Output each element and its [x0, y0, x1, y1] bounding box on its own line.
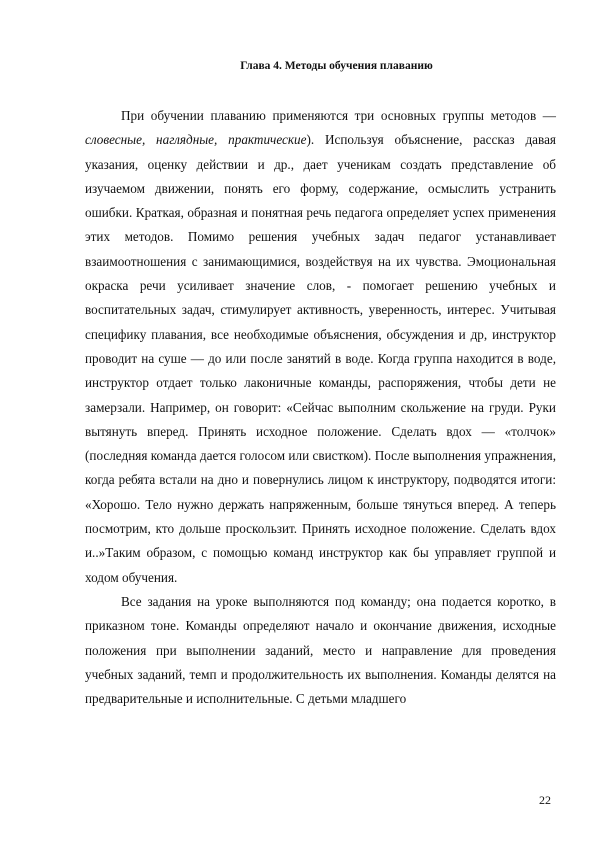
methods-italic-text: словесные, наглядные, практические: [85, 132, 307, 148]
paragraph-1: [85, 104, 556, 590]
paragraph-1-rest: ). Используя объяснение, рассказ давая указания, оценку действии и др., дает ученикам создать представление об изучаемом движении, понять его форму, содержание, осмыслить устранить ошибки. Краткая, образная и понятная речь педагога определяет успех применения этих методов. Помимо решения учебных задач педагог устанавливает взаимоотношения с занимающимися, воздействуя на их чувства. Эмоциональная окраска речи усиливает значение слов, - помогает решению учебных и воспитательных задач, стимулирует активность, уверенность, интерес. Учитывая специфику плавания, все необходимые объяснения, обсуждения и др, инструктор проводит на суше — до или после занятий в воде. Когда группа находится в воде, инструктор отдает только лаконичные команды, распоряжения, чтобы дети не замерзали. Например, он говорит: «Сейчас выполним скольжение на груди. Руки вытянуть вперед. Принять исходное положение. Сделать вдох — «толчок» (последняя команда дается голосом или свистком). После выполнения упражнения, когда ребята встали на дно и повернулись лицом к инструктору, подводятся итоги: «Хорошо. Тело нужно держать напряженным, больше тянуться вперед. А теперь посмотрим, кто дольше проскользит. Принять исходное положение. Сделать вдох и..»Таким образом, с помощью команд инструктор как бы управляет группой и ходом обучения.: [85, 132, 556, 585]
chapter-heading: Глава 4. Методы обучения плаванию: [240, 60, 433, 72]
paragraph-1-lead: При обучении плаванию применяются три основных группы методов —: [121, 108, 556, 123]
body-text: [85, 104, 556, 711]
page-number: 22: [539, 793, 551, 807]
paragraph-2: Все задания на уроке выполняются под команду; она подается коротко, в приказном тоне. Команды определяют начало и окончание движения, исходные положения при выполнении заданий, место и направление для проведения учебных заданий, темп и продолжительность их выполнения. Команды делятся на предварительные и исполнительные. С детьми младшего: [85, 593, 556, 707]
